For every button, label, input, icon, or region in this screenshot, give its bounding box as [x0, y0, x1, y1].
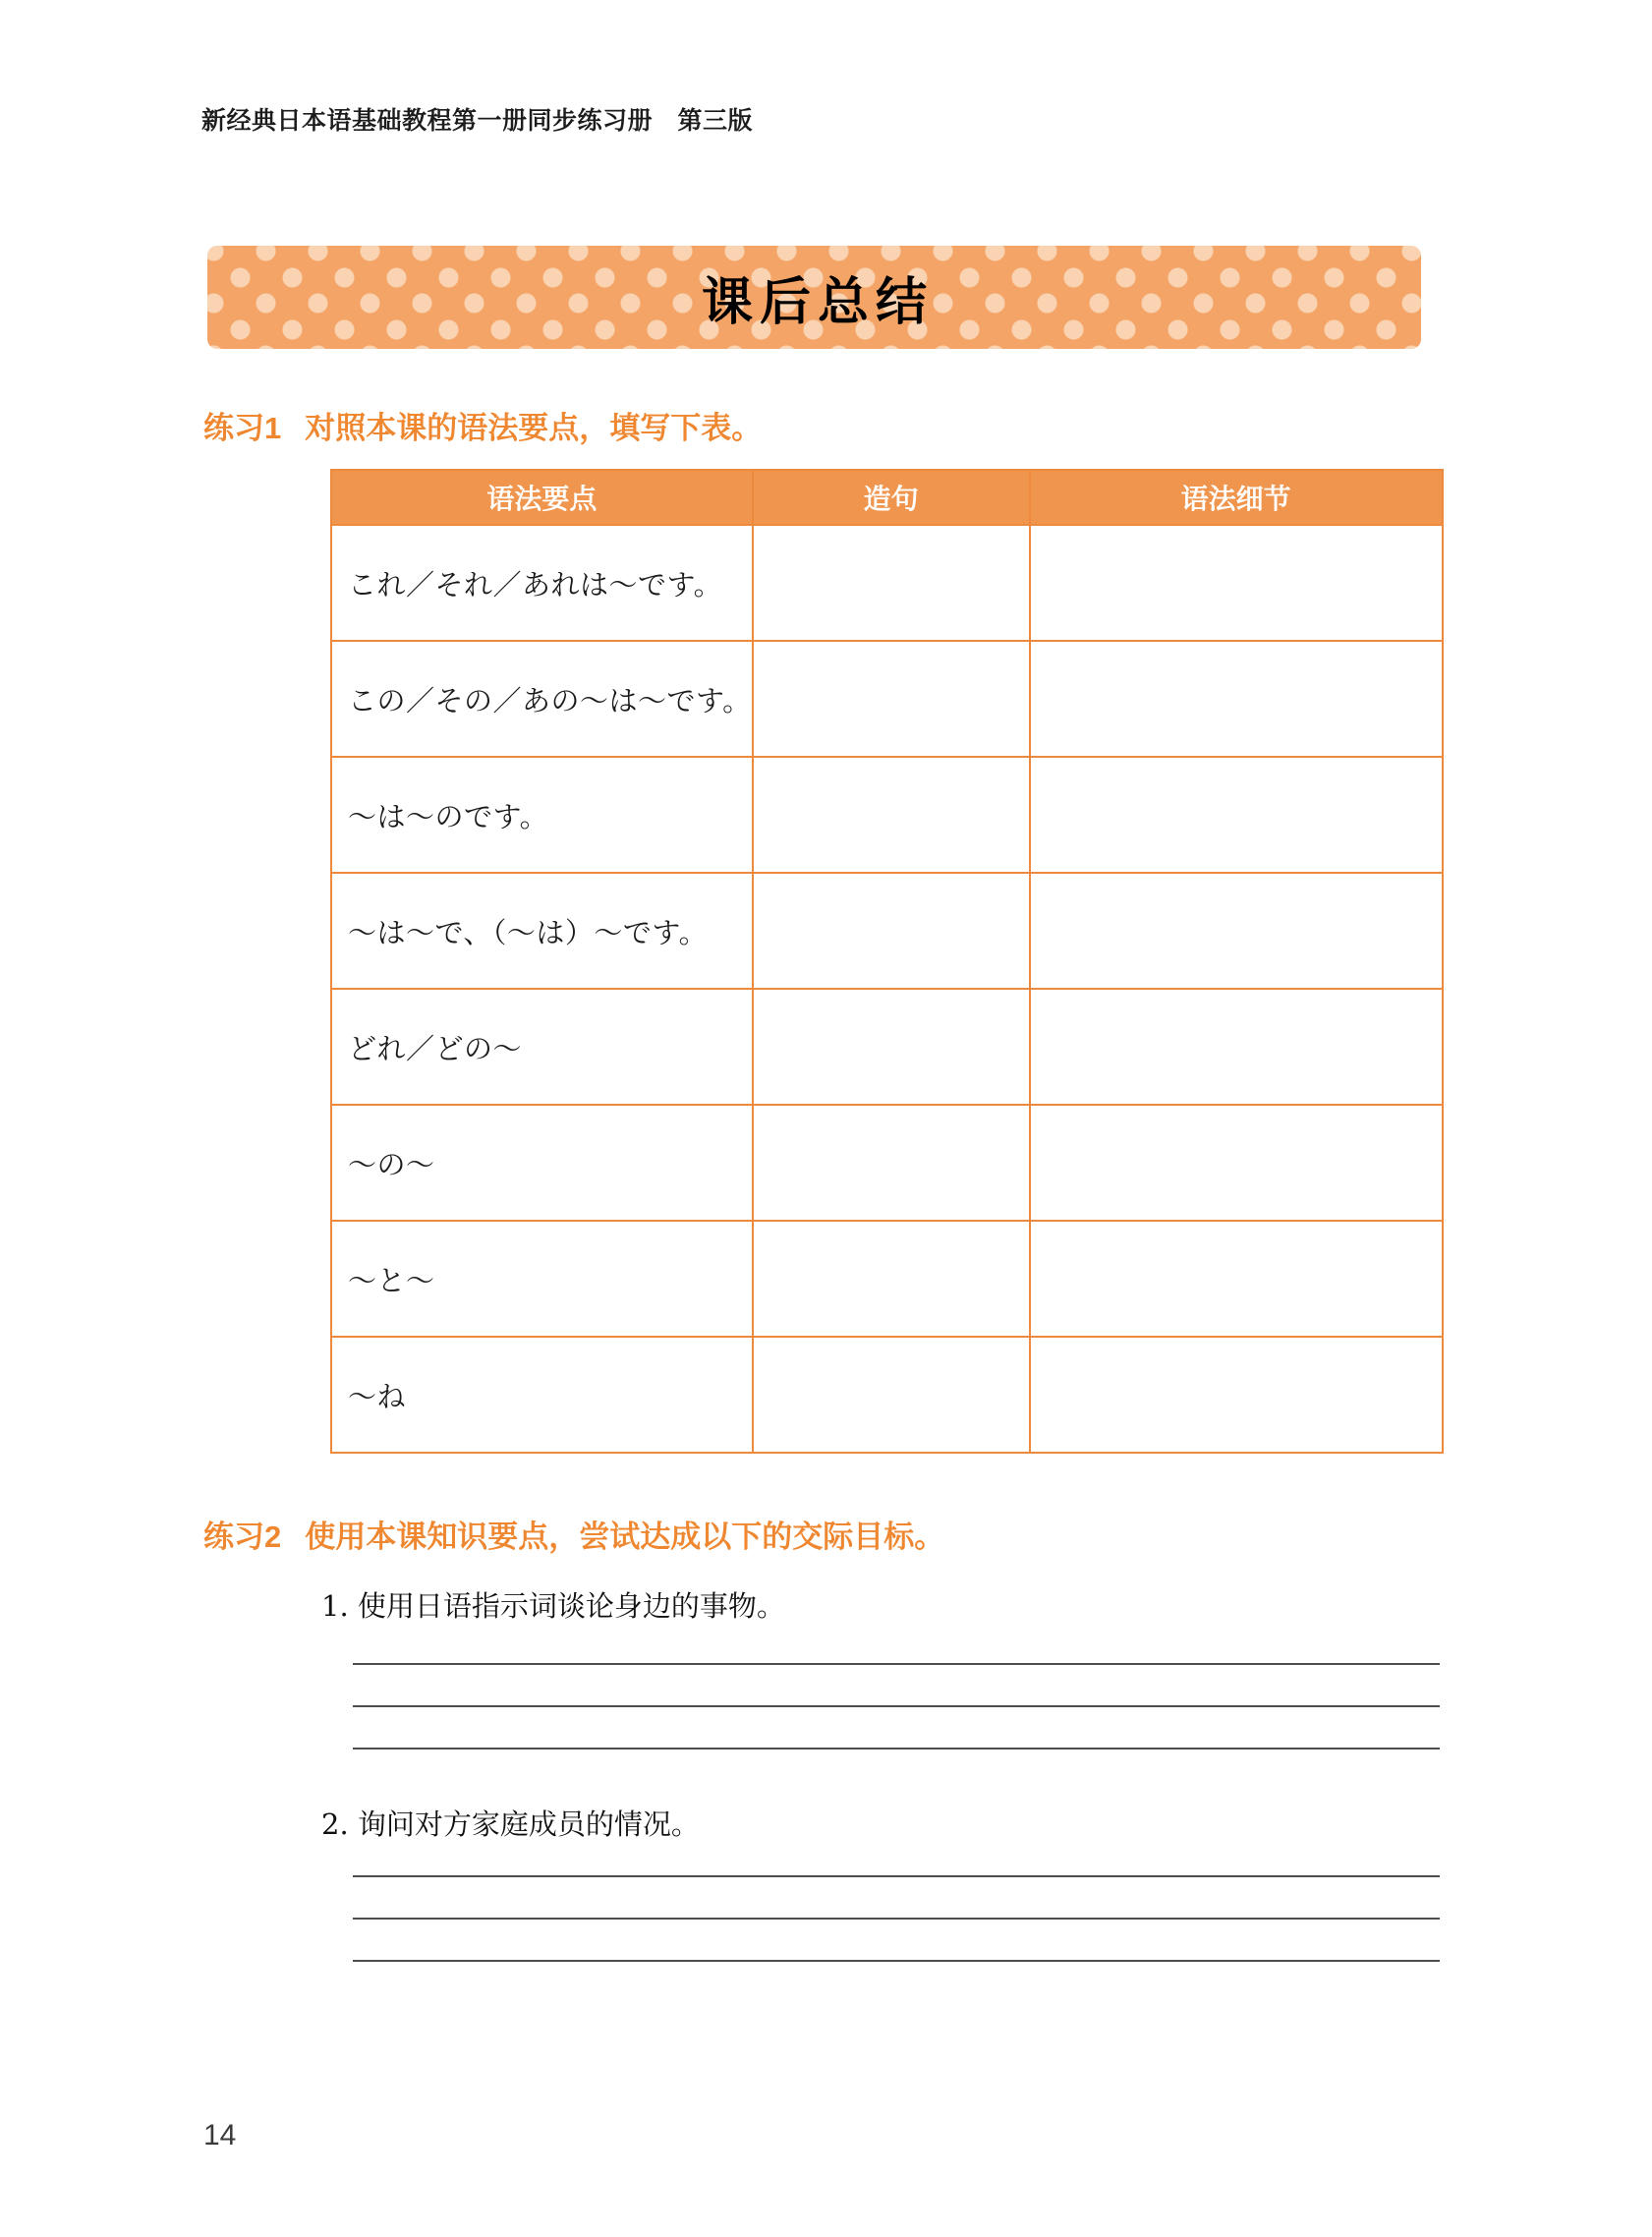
grammar-point-cell: この／その／あの～は～です。: [331, 641, 753, 757]
table-row: [331, 641, 1443, 757]
writing-line: [353, 1875, 1440, 1918]
writing-line: [353, 1918, 1440, 1960]
col-header-grammar-details: 语法细节: [1030, 470, 1443, 525]
table-row: [331, 1337, 1443, 1453]
table-row: [331, 1221, 1443, 1337]
task-1-text: 1. 使用日语指示词谈论身边的事物。: [321, 1589, 785, 1623]
grammar-point-cell: これ／それ／あれは～です。: [331, 525, 753, 641]
exercise2-title: 使用本课知识要点，尝试达成以下的交际目标。: [305, 1520, 945, 1554]
table-row: [331, 757, 1443, 873]
blank-answer-cell: [753, 641, 1030, 757]
writing-line: [353, 1705, 1440, 1748]
exercise1-heading: [203, 403, 762, 447]
writing-line: [353, 1663, 1440, 1705]
grammar-point-cell: ～は～で、（～は）～です。: [331, 873, 753, 989]
page-number: 14: [203, 2119, 237, 2151]
blank-answer-cell: [1030, 641, 1443, 757]
task-2-text: 2. 询问对方家庭成员的情况。: [321, 1807, 700, 1841]
grammar-table: [330, 469, 1444, 1454]
exercise1-label: 练习1: [203, 411, 282, 445]
blank-answer-cell: [753, 1337, 1030, 1453]
grammar-point-cell: ～と～: [331, 1221, 753, 1337]
table-header-row: [331, 470, 1443, 525]
exercise2-label: 练习2: [203, 1520, 282, 1554]
col-header-grammar-points: 语法要点: [331, 470, 753, 525]
blank-answer-cell: [1030, 525, 1443, 641]
table-row: [331, 989, 1443, 1105]
table-row: [331, 1105, 1443, 1221]
blank-answer-cell: [753, 1221, 1030, 1337]
table-row: [331, 525, 1443, 641]
blank-answer-cell: [753, 989, 1030, 1105]
blank-answer-cell: [753, 525, 1030, 641]
blank-answer-cell: [753, 757, 1030, 873]
table-row: [331, 873, 1443, 989]
task-2-writing-lines: [353, 1875, 1440, 2002]
blank-answer-cell: [1030, 873, 1443, 989]
task-1-writing-lines: [353, 1663, 1440, 1790]
grammar-point-cell: どれ／どの～: [331, 989, 753, 1105]
blank-answer-cell: [1030, 1221, 1443, 1337]
writing-line: [353, 1748, 1440, 1790]
grammar-point-cell: ～の～: [331, 1105, 753, 1221]
blank-answer-cell: [753, 1105, 1030, 1221]
writing-line: [353, 1960, 1440, 2002]
col-header-sentence-making: 造句: [753, 470, 1030, 525]
blank-answer-cell: [753, 873, 1030, 989]
section-title: 课后总结: [701, 274, 934, 331]
grammar-point-cell: ～ね: [331, 1337, 753, 1453]
exercise2-heading: [203, 1512, 944, 1556]
exercise1-title: 对照本课的语法要点，填写下表。: [305, 411, 763, 445]
grammar-point-cell: ～は～のです。: [331, 757, 753, 873]
book-title-header: 新经典日本语基础教程第一册同步练习册 第三版: [201, 107, 754, 135]
blank-answer-cell: [1030, 757, 1443, 873]
section-banner: [207, 246, 1421, 349]
blank-answer-cell: [1030, 989, 1443, 1105]
blank-answer-cell: [1030, 1337, 1443, 1453]
blank-answer-cell: [1030, 1105, 1443, 1221]
